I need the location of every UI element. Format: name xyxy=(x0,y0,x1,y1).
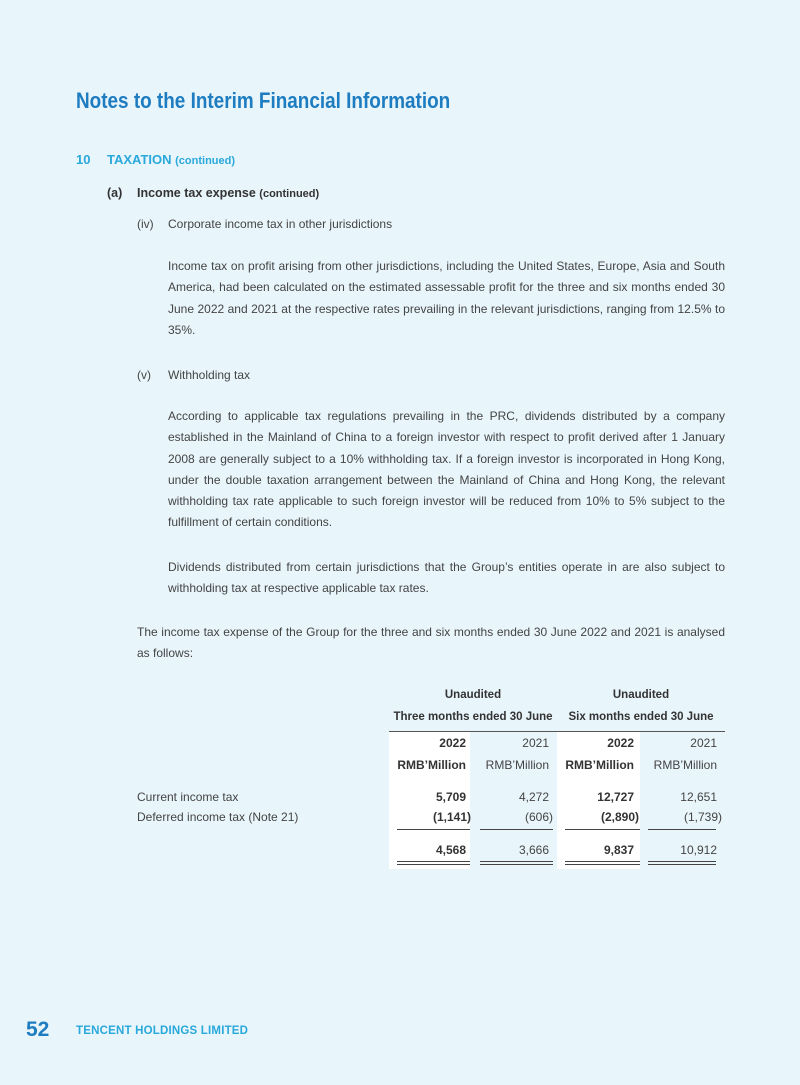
subsection-title: Income tax expense xyxy=(137,186,256,200)
column-year: 2022 xyxy=(607,736,634,750)
section-number: 10 xyxy=(76,152,91,167)
total-double-rule xyxy=(397,861,470,865)
item-number: (v) xyxy=(137,368,151,382)
section-heading xyxy=(107,152,235,167)
section-title: TAXATION xyxy=(107,152,172,167)
group-header: Unaudited xyxy=(612,689,670,701)
total-double-rule xyxy=(565,861,640,865)
subtotal-rule xyxy=(480,829,553,830)
column-unit: RMB’Million xyxy=(397,758,466,772)
table-cell: (2,890) xyxy=(600,810,639,824)
total-cell: 10,912 xyxy=(680,843,717,857)
subsection-number: (a) xyxy=(107,186,123,200)
group-header: Six months ended 30 June xyxy=(568,711,714,723)
subsection-heading xyxy=(137,186,319,200)
row-label: Deferred income tax (Note 21) xyxy=(137,810,299,824)
subsection-suffix: (continued) xyxy=(259,188,320,200)
subtotal-rule xyxy=(565,829,640,830)
subtotal-rule xyxy=(648,829,716,830)
header-rule xyxy=(389,731,557,732)
table-cell: 12,727 xyxy=(597,790,634,804)
table-cell: (606) xyxy=(524,810,553,824)
column-unit: RMB’Million xyxy=(565,758,634,772)
subtotal-rule xyxy=(397,829,470,830)
paragraph: Income tax on profit arising from other jurisdictions, including the United States, Europe, Asia and South America, had been calculated on the estimated assessable profit for the three and six months ended 30 June 2022 and 2021 at the respective rates prevailing in the relevant jurisdictions, ranging from 12.5% to 35%. xyxy=(168,259,725,337)
page-number: 52 xyxy=(26,1018,50,1041)
section-suffix: (continued) xyxy=(175,155,236,167)
company-name: TENCENT HOLDINGS LIMITED xyxy=(76,1025,249,1037)
column-year: 2021 xyxy=(522,736,549,750)
total-double-rule xyxy=(648,861,716,865)
group-header: Three months ended 30 June xyxy=(393,711,553,723)
column-year: 2022 xyxy=(439,736,466,750)
group-header: Unaudited xyxy=(444,689,502,701)
total-cell: 9,837 xyxy=(603,843,634,857)
item-title: Corporate income tax in other jurisdictions xyxy=(168,217,393,231)
page-title: Notes to the Interim Financial Information xyxy=(76,88,451,113)
intro-paragraph: The income tax expense of the Group for the three and six months ended 30 June 2022 and 2021 is analysed as follows: xyxy=(137,625,725,661)
table-cell: 4,272 xyxy=(518,790,549,804)
total-cell: 3,666 xyxy=(518,843,549,857)
total-double-rule xyxy=(480,861,553,865)
table-cell: (1,141) xyxy=(432,810,471,824)
column-unit: RMB’Million xyxy=(653,758,717,772)
table-cell: 5,709 xyxy=(435,790,466,804)
table-cell: 12,651 xyxy=(680,790,717,804)
table-cell: (1,739) xyxy=(683,810,722,824)
item-title: Withholding tax xyxy=(168,368,251,382)
header-rule xyxy=(557,731,725,732)
paragraph: Dividends distributed from certain jurisdictions that the Group’s entities operate in are also subject to withholding tax at respective applicable tax rates. xyxy=(168,560,725,596)
item-number: (iv) xyxy=(137,217,154,231)
column-year: 2021 xyxy=(690,736,717,750)
column-unit: RMB’Million xyxy=(485,758,549,772)
paragraph: According to applicable tax regulations prevailing in the PRC, dividends distributed by a company established in the Mainland of China to a foreign investor with respect to profit derived after 1 January 2008 are generally subject to a 10% withholding tax. If a foreign investor is incorporated in Hong Kong, under the double taxation arrangement between the Mainland of China and Hong Kong, the relevant withholding tax rate applicable to such foreign investor will be reduced from 10% to 5% subject to the fulfillment of certain conditions. xyxy=(168,409,725,530)
row-label: Current income tax xyxy=(137,790,239,804)
total-cell: 4,568 xyxy=(435,843,466,857)
